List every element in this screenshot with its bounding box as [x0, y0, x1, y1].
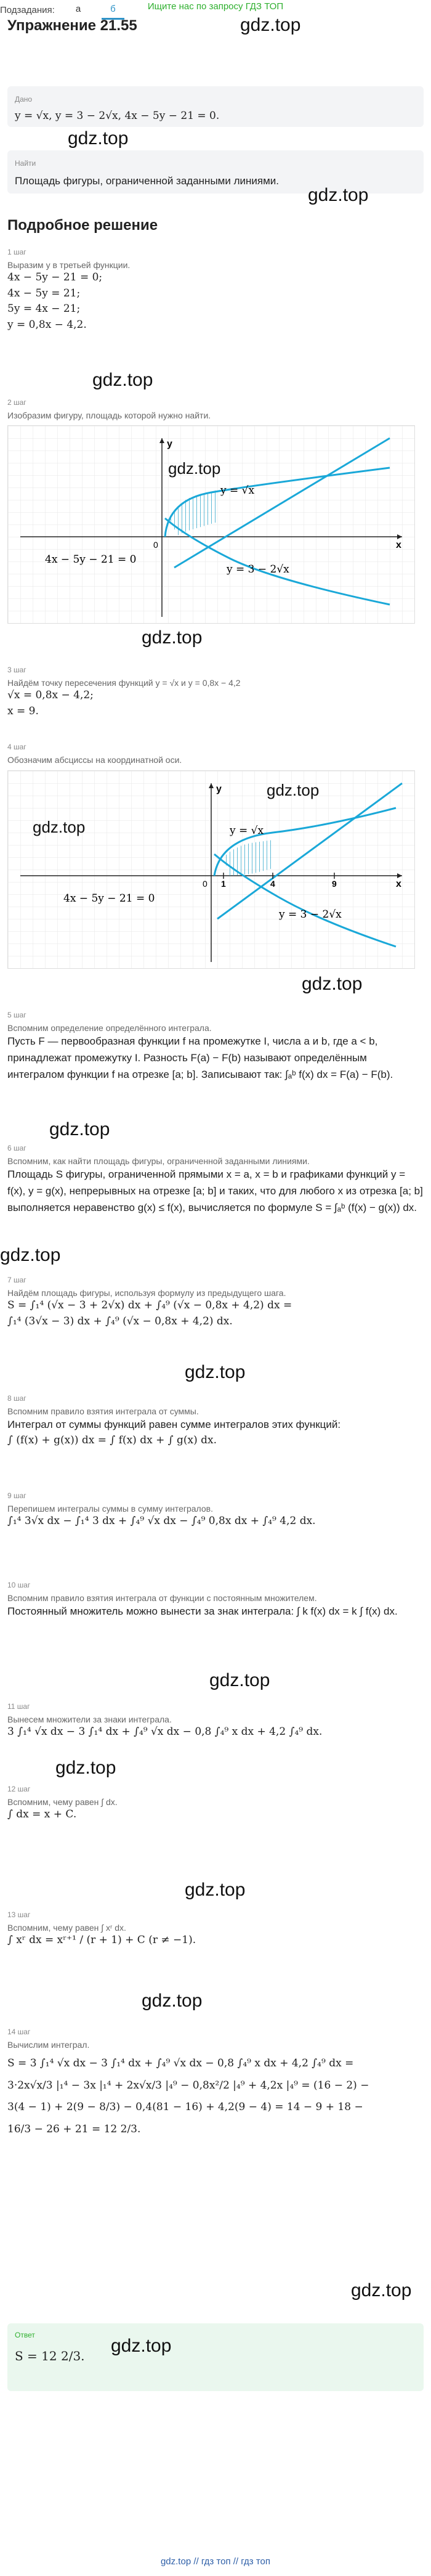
watermark: gdz.top — [68, 128, 129, 149]
step-label: 3 шаг — [7, 666, 26, 674]
watermark: gdz.top — [92, 370, 153, 390]
step-text: Вспомним, чему равен ∫ dx. — [7, 1797, 118, 1807]
curve2-label: y = 3 − 2√x — [227, 563, 289, 576]
find-label: Найти — [15, 159, 36, 168]
step-5 — [7, 1011, 424, 1083]
answer-box — [7, 2323, 424, 2391]
step-text: Вынесем множители за знаки интеграла. — [7, 1714, 172, 1724]
step-body: Постоянный множитель можно вынести за знак интеграла: ∫ k f(x) dx = k ∫ f(x) dx. — [7, 1605, 398, 1617]
watermark: gdz.top — [267, 781, 320, 799]
given-box — [7, 86, 424, 127]
solution-heading: Подробное решение — [7, 217, 158, 234]
step-text: Вычислим интеграл. — [7, 2040, 90, 2050]
watermark: gdz.top — [308, 185, 369, 205]
x-label: x — [396, 540, 401, 550]
watermark: gdz.top — [55, 1758, 116, 1778]
tab-a[interactable]: а — [75, 4, 81, 14]
step-body: Интеграл от суммы функций равен сумме интегралов этих функций: — [7, 1419, 341, 1430]
find-text: Площадь фигуры, ограниченной заданными линиями. — [15, 175, 279, 187]
subtasks-label: Подзадания: — [0, 4, 55, 15]
step-body: Площадь S фигуры, ограниченной прямыми x = a, x = b и графиками функций y = f(x), y = g(x), непрерывных на отрезке [a; b] и таких, что для любого x из отрезка [a; b] выполняется неравенство g(x) ≤ f(x), вычисляется по формуле S = ∫ₐᵇ (f(x) − g(x)) dx. — [7, 1168, 423, 1214]
curve2-label: y = 3 − 2√x — [279, 908, 342, 921]
step-math: S = 3 ∫₁⁴ √x dx − 3 ∫₁⁴ dx + ∫₄⁹ √x dx − 0,8 ∫₄⁹ x dx + 4,2 ∫₄⁹ dx = — [7, 2057, 354, 2069]
given-label: Дано — [15, 95, 33, 104]
answer-text: S = 12 2/3. — [15, 2349, 85, 2363]
watermark: gdz.top — [351, 2280, 412, 2301]
search-banner[interactable]: Ищите нас по запросу ГДЗ ТОП — [147, 1, 284, 12]
step-math: 4x − 5y = 21; — [7, 287, 81, 300]
step-13 — [7, 1910, 424, 1949]
step-4 — [7, 743, 424, 765]
step-label: 8 шаг — [7, 1394, 26, 1403]
watermark: gdz.top — [0, 1245, 61, 1265]
step-math: 5y = 4x − 21; — [7, 303, 81, 315]
step-text: Вспомним определение определённого интеграла. — [7, 1023, 212, 1033]
tab-b[interactable]: б — [102, 0, 124, 20]
step-math: ∫ (f(x) + g(x)) dx = ∫ f(x) dx + ∫ g(x) dx. — [7, 1434, 217, 1447]
step-math: ∫₁⁴ (3√x − 3) dx + ∫₄⁹ (√x − 0,8x + 4,2) dx. — [7, 1314, 233, 1327]
step-6 — [7, 1144, 424, 1217]
step-text: Выразим y в третьей функции. — [7, 260, 131, 270]
step-label: 13 шаг — [7, 1910, 31, 1919]
watermark: gdz.top — [185, 1362, 246, 1382]
step-1 — [7, 248, 424, 333]
step-label: 10 шаг — [7, 1581, 31, 1589]
page-title: Упражнение 21.55 — [7, 17, 137, 34]
step-label: 9 шаг — [7, 1491, 26, 1500]
step-label: 14 шаг — [7, 2028, 31, 2036]
step-text: Найдём площадь фигуры, используя формулу из предыдущего шага. — [7, 1288, 286, 1298]
step-math: 3·2x√x/3 |₁⁴ − 3x |₁⁴ + 2x√x/3 |₄⁹ − 0,8x²/2 |₄⁹ + 4,2x |₄⁹ = (16 − 2) − — [7, 2079, 369, 2092]
step-7 — [7, 1276, 424, 1329]
step-10 — [7, 1581, 424, 1620]
step-math: 3(4 − 1) + 2(9 − 8/3) − 0,4(81 − 16) + 4,2(9 − 4) = 14 − 9 + 18 − — [7, 2101, 363, 2113]
step-label: 7 шаг — [7, 1276, 26, 1284]
watermark: gdz.top — [142, 627, 203, 648]
step-math: ∫₁⁴ 3√x dx − ∫₁⁴ 3 dx + ∫₄⁹ √x dx − ∫₄⁹ 0,8x dx + ∫₄⁹ 4,2 dx. — [7, 1515, 316, 1527]
tick-9: 9 — [332, 879, 337, 889]
step-math: y = 0,8x − 4,2. — [7, 318, 87, 331]
step-math: √x = 0,8x − 4,2; — [7, 689, 94, 701]
step-label: 4 шаг — [7, 743, 26, 751]
step-math: 4x − 5y − 21 = 0; — [7, 271, 103, 283]
watermark: gdz.top — [111, 2336, 172, 2356]
curve1-label: y = √x — [230, 825, 264, 837]
step-3 — [7, 666, 424, 719]
origin-label: 0 — [203, 879, 207, 889]
step-11 — [7, 1702, 424, 1740]
step-text: Вспомним, как найти площадь фигуры, ограниченной заданными линиями. — [7, 1156, 310, 1166]
step-text: Обозначим абсциссы на координатной оси. — [7, 755, 182, 765]
step-text: Вспомним, чему равен ∫ xʳ dx. — [7, 1923, 126, 1933]
y-label: y — [167, 439, 172, 449]
step-text: Найдём точку пересечения функций y = √x и y = 0,8x − 4,2 — [7, 678, 241, 688]
step-math: ∫ xʳ dx = xʳ⁺¹ / (r + 1) + C (r ≠ −1). — [7, 1934, 196, 1946]
step-8 — [7, 1394, 424, 1449]
step-label: 6 шаг — [7, 1144, 26, 1152]
curve1-label: y = √x — [220, 484, 255, 497]
step-text: Перепишем интегралы суммы в сумму интегралов. — [7, 1504, 213, 1514]
x-label: x — [396, 879, 401, 889]
tick-1: 1 — [221, 879, 226, 889]
watermark: gdz.top — [49, 1119, 110, 1139]
watermark: gdz.top — [240, 15, 301, 35]
graph-1 — [7, 425, 415, 624]
step-text: Вспомним правило взятия интеграла от функции с постоянным множителем. — [7, 1593, 317, 1603]
origin-label: 0 — [153, 540, 158, 550]
footer-links[interactable]: gdz.top // гдз топ // гдз топ — [160, 2556, 271, 2567]
given-math: y = √x, y = 3 − 2√x, 4x − 5y − 21 = 0. — [15, 110, 220, 122]
step-label: 11 шаг — [7, 1702, 30, 1711]
step-text: Вспомним правило взятия интеграла от суммы. — [7, 1406, 199, 1416]
watermark: gdz.top — [209, 1670, 270, 1690]
step-math: ∫ dx = x + C. — [7, 1808, 77, 1820]
step-text: Изобразим фигуру, площадь которой нужно найти. — [7, 410, 211, 420]
step-math: 16/3 − 26 + 21 = 12 2/3. — [7, 2122, 141, 2135]
step-9 — [7, 1491, 424, 1530]
step-12 — [7, 1785, 424, 1823]
y-label: y — [216, 784, 222, 794]
step-math: 3 ∫₁⁴ √x dx − 3 ∫₁⁴ dx + ∫₄⁹ √x dx − 0,8 ∫₄⁹ x dx + 4,2 ∫₄⁹ dx. — [7, 1726, 323, 1738]
step-14 — [7, 2028, 424, 2137]
watermark: gdz.top — [142, 1991, 203, 2011]
watermark: gdz.top — [185, 1880, 246, 1900]
tick-4: 4 — [270, 879, 275, 889]
graph-2 — [7, 770, 415, 969]
watermark: gdz.top — [168, 459, 221, 478]
line-label: 4x − 5y − 21 = 0 — [63, 892, 155, 905]
step-body: Пусть F — первообразная функции f на промежутке I, числа a и b, где a < b, принадлежат промежутку I. Разность F(a) − F(b) называют определённым интегралом функции f на отрезке [a; b]. Записывают так: ∫ₐᵇ f(x) dx = F(a) − F(b). — [7, 1035, 393, 1081]
step-math: x = 9. — [7, 704, 39, 717]
step-label: 1 шаг — [7, 248, 26, 256]
step-label: 2 шаг — [7, 398, 26, 407]
watermark: gdz.top — [302, 974, 363, 994]
watermark: gdz.top — [33, 818, 86, 836]
answer-label: Ответ — [15, 2331, 35, 2339]
step-label: 5 шаг — [7, 1011, 26, 1019]
step-label: 12 шаг — [7, 1785, 31, 1793]
step-2 — [7, 398, 424, 420]
step-math: S = ∫₁⁴ (√x − 3 + 2√x) dx + ∫₄⁹ (√x − 0,8x + 4,2) dx = — [7, 1299, 292, 1311]
line-label: 4x − 5y − 21 = 0 — [45, 553, 137, 566]
